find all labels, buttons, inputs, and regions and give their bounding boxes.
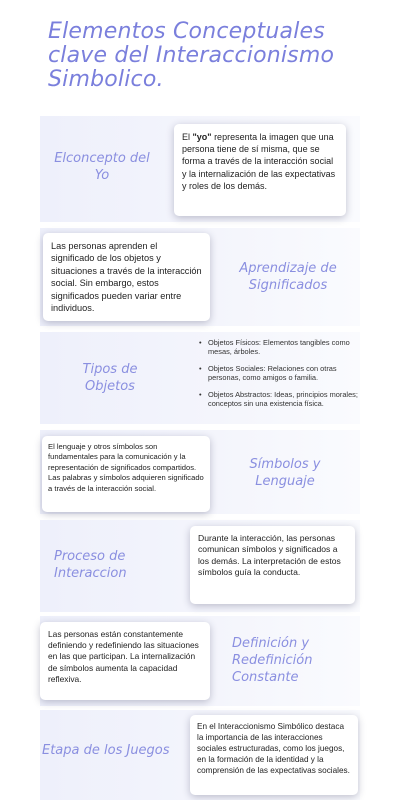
description-card-concepto-yo [174,124,346,216]
concept-label-concepto-yo: Elconcepto del Yo [54,151,150,183]
concept-label-definicion: Definición y Redefinición Constante [232,636,313,685]
list-item: • Objetos Abstractos: Ideas, principios morales; conceptos sin una existencia física. [198,390,358,409]
description-card-aprendizaje: Las personas aprenden el significado de los objetos y situaciones a través de la interacción social. Sin embargo, estos significados pueden variar entre individuos. [43,233,210,321]
concept-label-juegos: Etapa de los Juegos [42,743,170,758]
concept-label-tipos-objetos: Tipos de Objetos [82,362,138,394]
description-card-simbolos: El lenguaje y otros símbolos son fundamentales para la comunicación y la representación de significados compartidos. Las palabras y símbolos adquieren significado a través de la interacción social. [42,436,210,512]
description-card-proceso: Durante la interacción, las personas comunican símbolos y significados a los demás. La interpretación de estos símbolos guía la conducta. [190,526,355,604]
infographic-page [40,0,360,800]
page-title: Elementos Conceptuales clave del Interaccionismo Simbolico. [48,19,335,92]
description-card-definicion: Las personas están constantemente definiendo y redefiniendo las situaciones en las que participan. La internalización de símbolos aumenta la capacidad reflexiva. [40,622,210,700]
description-text-pre: El [182,132,193,142]
list-item: • Objetos Físicos: Elementos tangibles como mesas, árboles. [198,338,358,357]
description-card-juegos: En el Interaccionismo Simbólico destaca la importancia de las interacciones sociales estructuradas, como los juegos, en la formación de la identidad y la comprensión de las expectativas sociales. [190,715,358,795]
description-bold-yo: "yo" [192,132,212,142]
description-text-post: representa la imagen que una persona tiene de sí misma, que se forma a través de la interacción social y la internalización de las expectativas y roles de los demás. [182,132,336,191]
concept-label-proceso: Proceso de Interaccion [54,549,127,581]
concept-label-simbolos: Símbolos y Lenguaje [249,457,321,489]
list-item: • Objetos Sociales: Relaciones con otras personas, como amigos o familia. [198,364,358,383]
objects-list [198,338,358,415]
concept-label-aprendizaje: Aprendizaje de Significados [239,261,337,293]
